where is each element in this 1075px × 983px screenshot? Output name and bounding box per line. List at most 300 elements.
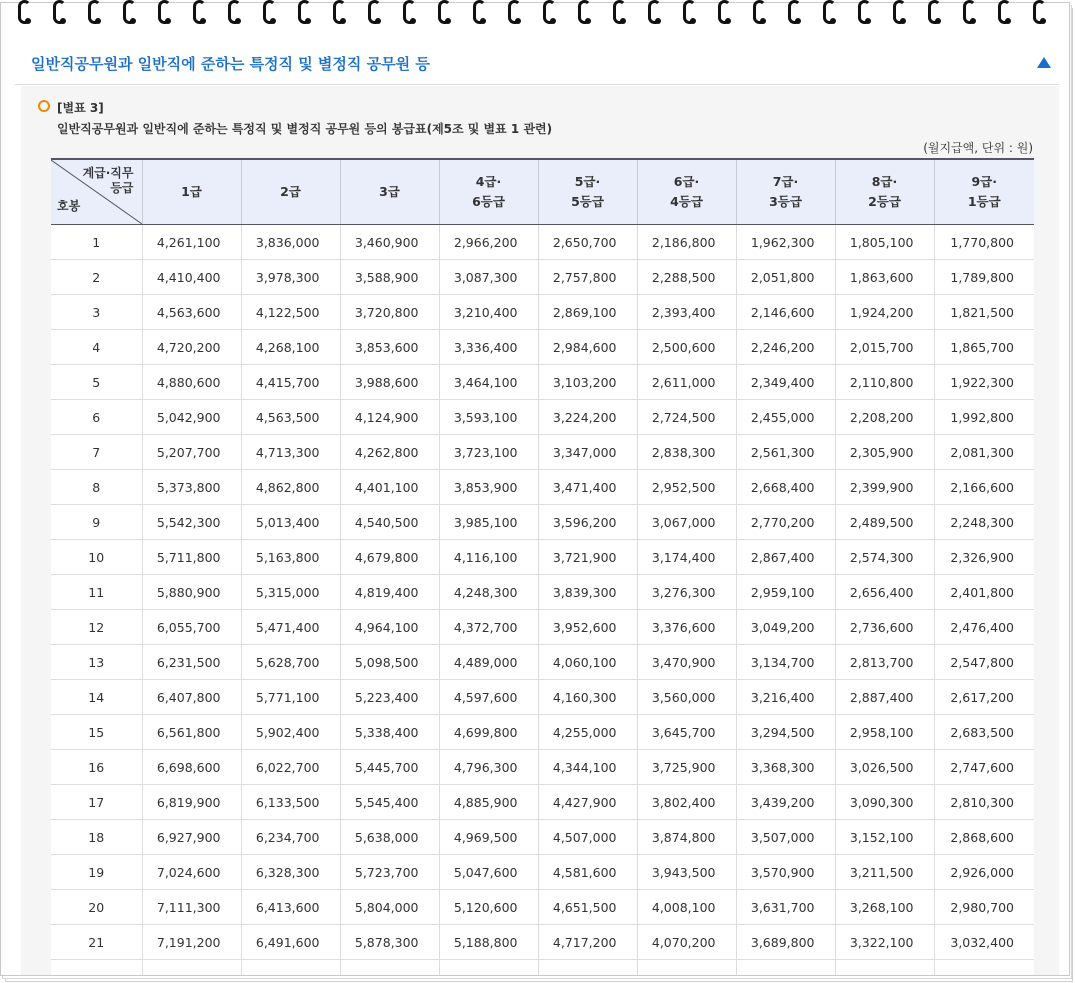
salary-cell	[637, 960, 736, 977]
step-cell: 13	[51, 645, 142, 680]
salary-cell	[340, 960, 439, 977]
salary-cell: 2,349,400	[736, 365, 835, 400]
column-header	[538, 159, 637, 225]
salary-cell: 5,338,400	[340, 715, 439, 750]
table-label-text: [별표 3]	[57, 101, 104, 115]
salary-cell: 2,869,100	[538, 295, 637, 330]
salary-cell: 3,049,200	[736, 610, 835, 645]
table-row	[51, 575, 1034, 610]
column-header-line: 2등급	[868, 194, 901, 209]
column-header	[934, 159, 1034, 225]
salary-cell: 2,952,500	[637, 470, 736, 505]
salary-cell: 3,560,000	[637, 680, 736, 715]
table-row	[51, 960, 1034, 977]
salary-cell: 4,713,300	[241, 435, 340, 470]
salary-cell: 1,770,800	[934, 225, 1034, 260]
salary-cell	[934, 960, 1034, 977]
step-cell: 11	[51, 575, 142, 610]
salary-cell: 4,796,300	[439, 750, 538, 785]
column-header-line: 1등급	[967, 194, 1001, 209]
salary-cell: 1,962,300	[736, 225, 835, 260]
salary-cell: 2,015,700	[835, 330, 934, 365]
column-header-line: 5급·	[574, 174, 601, 189]
salary-cell: 3,376,600	[637, 610, 736, 645]
salary-cell: 3,596,200	[538, 505, 637, 540]
binding-ring-icon	[193, 0, 206, 24]
salary-cell: 7,191,200	[142, 925, 241, 960]
salary-cell: 5,163,800	[241, 540, 340, 575]
table-row	[51, 925, 1034, 960]
salary-cell: 6,927,900	[142, 820, 241, 855]
column-header	[439, 159, 538, 225]
step-cell: 19	[51, 855, 142, 890]
salary-cell: 6,407,800	[142, 680, 241, 715]
step-cell: 12	[51, 610, 142, 645]
corner-step-label: 호봉	[57, 199, 81, 213]
table-row	[51, 225, 1034, 260]
salary-cell: 4,116,100	[439, 540, 538, 575]
column-header-line: 9급·	[971, 174, 998, 189]
salary-cell: 4,880,600	[142, 365, 241, 400]
corner-header-cell	[51, 159, 142, 225]
table-row	[51, 715, 1034, 750]
binding-ring-icon	[788, 0, 801, 24]
salary-cell: 3,988,600	[340, 365, 439, 400]
salary-cell: 1,821,500	[934, 295, 1034, 330]
salary-cell: 3,836,000	[241, 225, 340, 260]
salary-cell: 4,262,800	[340, 435, 439, 470]
step-cell: 18	[51, 820, 142, 855]
table-row	[51, 365, 1034, 400]
table-row	[51, 435, 1034, 470]
salary-cell: 2,611,000	[637, 365, 736, 400]
table-row	[51, 785, 1034, 820]
salary-cell	[538, 960, 637, 977]
salary-cell: 4,563,600	[142, 295, 241, 330]
binding-ring-icon	[578, 0, 591, 24]
salary-cell: 2,810,300	[934, 785, 1034, 820]
salary-cell: 3,471,400	[538, 470, 637, 505]
salary-cell: 4,581,600	[538, 855, 637, 890]
salary-cell: 6,133,500	[241, 785, 340, 820]
salary-cell: 3,853,600	[340, 330, 439, 365]
salary-cell: 4,124,900	[340, 400, 439, 435]
step-cell: 20	[51, 890, 142, 925]
binding-ring-icon	[508, 0, 521, 24]
binding-ring-icon	[648, 0, 661, 24]
salary-cell: 2,186,800	[637, 225, 736, 260]
table-row	[51, 750, 1034, 785]
salary-cell: 2,868,600	[934, 820, 1034, 855]
salary-cell: 3,347,000	[538, 435, 637, 470]
step-cell: 21	[51, 925, 142, 960]
salary-cell: 2,887,400	[835, 680, 934, 715]
binding-ring-icon	[18, 0, 31, 24]
salary-cell: 5,120,600	[439, 890, 538, 925]
salary-cell: 4,540,500	[340, 505, 439, 540]
binding-ring-icon	[823, 0, 836, 24]
salary-cell: 4,255,000	[538, 715, 637, 750]
salary-cell: 2,617,200	[934, 680, 1034, 715]
salary-cell: 3,985,100	[439, 505, 538, 540]
salary-cell: 5,880,900	[142, 575, 241, 610]
salary-cell: 6,819,900	[142, 785, 241, 820]
table-label	[57, 99, 104, 116]
step-cell: 15	[51, 715, 142, 750]
column-header	[340, 159, 439, 225]
binding-ring-icon	[158, 0, 171, 24]
table-row	[51, 260, 1034, 295]
salary-cell: 3,026,500	[835, 750, 934, 785]
salary-cell: 1,865,700	[934, 330, 1034, 365]
table-row	[51, 470, 1034, 505]
salary-cell: 3,103,200	[538, 365, 637, 400]
binding-ring-icon	[123, 0, 136, 24]
salary-cell: 4,969,500	[439, 820, 538, 855]
salary-cell: 2,547,800	[934, 645, 1034, 680]
salary-cell	[439, 960, 538, 977]
salary-cell: 2,401,800	[934, 575, 1034, 610]
salary-cell: 4,160,300	[538, 680, 637, 715]
salary-cell: 5,207,700	[142, 435, 241, 470]
binding-ring-icon	[753, 0, 766, 24]
salary-cell: 4,122,500	[241, 295, 340, 330]
column-header-line: 8급·	[871, 174, 898, 189]
column-header-line: 1급	[181, 184, 202, 199]
unit-note: (월지급액, 단위 : 원)	[923, 141, 1033, 155]
table-row	[51, 680, 1034, 715]
salary-cell: 5,711,800	[142, 540, 241, 575]
salary-cell: 3,507,000	[736, 820, 835, 855]
salary-cell: 4,489,000	[439, 645, 538, 680]
salary-cell: 3,087,300	[439, 260, 538, 295]
salary-cell: 2,208,200	[835, 400, 934, 435]
column-header	[835, 159, 934, 225]
salary-cell: 2,476,400	[934, 610, 1034, 645]
salary-cell: 2,248,300	[934, 505, 1034, 540]
column-header-line: 6등급	[472, 194, 505, 209]
table-row	[51, 400, 1034, 435]
salary-cell: 2,500,600	[637, 330, 736, 365]
salary-cell: 2,393,400	[637, 295, 736, 330]
salary-cell: 2,724,500	[637, 400, 736, 435]
salary-cell	[736, 960, 835, 977]
salary-cell: 3,978,300	[241, 260, 340, 295]
salary-cell: 2,246,200	[736, 330, 835, 365]
binding-ring-icon	[858, 0, 871, 24]
salary-cell: 5,047,600	[439, 855, 538, 890]
salary-cell: 6,491,600	[241, 925, 340, 960]
salary-cell: 2,867,400	[736, 540, 835, 575]
binding-ring-icon	[613, 0, 626, 24]
column-header-line: 2급	[280, 184, 301, 199]
table-header-row	[51, 159, 1034, 225]
salary-cell: 3,216,400	[736, 680, 835, 715]
salary-cell: 3,152,100	[835, 820, 934, 855]
step-cell: 3	[51, 295, 142, 330]
salary-cell	[241, 960, 340, 977]
column-header	[736, 159, 835, 225]
binding-ring-icon	[1033, 0, 1046, 24]
salary-cell: 3,723,100	[439, 435, 538, 470]
salary-cell: 3,210,400	[439, 295, 538, 330]
section-header[interactable]	[15, 41, 1059, 85]
salary-cell: 3,090,300	[835, 785, 934, 820]
column-header-line: 5등급	[571, 194, 604, 209]
binding-ring-icon	[718, 0, 731, 24]
salary-cell: 2,574,300	[835, 540, 934, 575]
salary-cell: 3,570,900	[736, 855, 835, 890]
content-panel	[21, 86, 1059, 975]
salary-cell: 4,415,700	[241, 365, 340, 400]
salary-cell: 2,838,300	[637, 435, 736, 470]
salary-cell: 3,067,000	[637, 505, 736, 540]
salary-cell: 2,081,300	[934, 435, 1034, 470]
salary-cell: 3,839,300	[538, 575, 637, 610]
salary-cell: 6,561,800	[142, 715, 241, 750]
salary-cell: 2,110,800	[835, 365, 934, 400]
corner-grade-line1: 계급·직무	[82, 166, 134, 180]
salary-cell: 1,789,800	[934, 260, 1034, 295]
salary-cell: 6,413,600	[241, 890, 340, 925]
binding-ring-icon	[928, 0, 941, 24]
salary-cell: 2,980,700	[934, 890, 1034, 925]
binding-ring-icon	[53, 0, 66, 24]
salary-cell: 5,471,400	[241, 610, 340, 645]
step-cell: 1	[51, 225, 142, 260]
table-row	[51, 330, 1034, 365]
salary-cell: 3,689,800	[736, 925, 835, 960]
table-caption: 일반직공무원과 일반직에 준하는 특정직 및 별정직 공무원 등의 봉급표(제5조 및 별표 1 관련)	[57, 122, 553, 136]
salary-cell: 2,561,300	[736, 435, 835, 470]
salary-cell: 3,874,800	[637, 820, 736, 855]
salary-cell: 4,344,100	[538, 750, 637, 785]
salary-cell: 3,460,900	[340, 225, 439, 260]
table-row	[51, 820, 1034, 855]
salary-cell: 2,489,500	[835, 505, 934, 540]
table-body	[51, 225, 1034, 977]
table-row	[51, 890, 1034, 925]
salary-cell: 4,248,300	[439, 575, 538, 610]
salary-cell: 1,992,800	[934, 400, 1034, 435]
binding-ring-icon	[438, 0, 451, 24]
salary-cell: 5,804,000	[340, 890, 439, 925]
salary-cell: 6,022,700	[241, 750, 340, 785]
binding-ring-icon	[298, 0, 311, 24]
salary-cell: 2,326,900	[934, 540, 1034, 575]
salary-cell: 3,593,100	[439, 400, 538, 435]
salary-cell: 3,032,400	[934, 925, 1034, 960]
column-header-line: 4등급	[670, 194, 703, 209]
step-cell: 14	[51, 680, 142, 715]
salary-cell	[142, 960, 241, 977]
salary-cell: 1,863,600	[835, 260, 934, 295]
salary-cell: 2,683,500	[934, 715, 1034, 750]
salary-cell: 5,188,800	[439, 925, 538, 960]
salary-cell: 2,455,000	[736, 400, 835, 435]
step-cell: 8	[51, 470, 142, 505]
salary-cell: 3,720,800	[340, 295, 439, 330]
collapse-triangle-icon[interactable]	[1037, 57, 1051, 68]
salary-cell: 4,819,400	[340, 575, 439, 610]
salary-cell: 3,802,400	[637, 785, 736, 820]
salary-cell: 3,470,900	[637, 645, 736, 680]
salary-cell: 5,902,400	[241, 715, 340, 750]
salary-cell: 2,736,600	[835, 610, 934, 645]
salary-cell: 3,721,900	[538, 540, 637, 575]
binding-ring-icon	[893, 0, 906, 24]
corner-grade-label	[83, 166, 134, 196]
salary-cell: 4,070,200	[637, 925, 736, 960]
salary-cell: 2,757,800	[538, 260, 637, 295]
salary-cell: 3,294,500	[736, 715, 835, 750]
step-cell: 7	[51, 435, 142, 470]
step-cell: 17	[51, 785, 142, 820]
salary-cell: 3,276,300	[637, 575, 736, 610]
table-row	[51, 295, 1034, 330]
column-header-line: 7급·	[772, 174, 799, 189]
salary-cell: 5,723,700	[340, 855, 439, 890]
salary-cell: 1,922,300	[934, 365, 1034, 400]
salary-cell: 5,098,500	[340, 645, 439, 680]
salary-cell: 3,211,500	[835, 855, 934, 890]
salary-cell: 2,166,600	[934, 470, 1034, 505]
salary-cell: 2,656,400	[835, 575, 934, 610]
salary-cell: 4,261,100	[142, 225, 241, 260]
salary-cell: 6,231,500	[142, 645, 241, 680]
salary-cell: 5,013,400	[241, 505, 340, 540]
salary-cell: 5,771,100	[241, 680, 340, 715]
table-row	[51, 540, 1034, 575]
step-cell: 4	[51, 330, 142, 365]
salary-cell: 2,966,200	[439, 225, 538, 260]
salary-cell: 2,051,800	[736, 260, 835, 295]
salary-cell: 3,952,600	[538, 610, 637, 645]
salary-cell: 4,008,100	[637, 890, 736, 925]
salary-cell: 3,336,400	[439, 330, 538, 365]
salary-cell: 3,368,300	[736, 750, 835, 785]
salary-cell: 4,268,100	[241, 330, 340, 365]
salary-cell: 5,545,400	[340, 785, 439, 820]
salary-cell: 1,924,200	[835, 295, 934, 330]
salary-cell: 4,651,500	[538, 890, 637, 925]
salary-cell: 2,305,900	[835, 435, 934, 470]
salary-cell: 4,964,100	[340, 610, 439, 645]
binding-ring-icon	[998, 0, 1011, 24]
salary-cell: 4,699,800	[439, 715, 538, 750]
salary-cell: 2,984,600	[538, 330, 637, 365]
circle-bullet-icon	[38, 100, 50, 112]
binding-ring-icon	[333, 0, 346, 24]
salary-cell: 4,720,200	[142, 330, 241, 365]
salary-cell: 3,464,100	[439, 365, 538, 400]
notebook-page	[0, 2, 1070, 976]
salary-cell: 3,853,900	[439, 470, 538, 505]
salary-cell: 2,288,500	[637, 260, 736, 295]
salary-cell: 2,813,700	[835, 645, 934, 680]
salary-cell: 4,410,400	[142, 260, 241, 295]
binding-ring-icon	[683, 0, 696, 24]
salary-cell: 3,439,200	[736, 785, 835, 820]
table-row	[51, 505, 1034, 540]
column-header	[241, 159, 340, 225]
salary-cell: 5,315,000	[241, 575, 340, 610]
table-row	[51, 855, 1034, 890]
column-header-line: 3등급	[769, 194, 802, 209]
salary-table	[51, 158, 1034, 976]
salary-cell: 2,399,900	[835, 470, 934, 505]
salary-cell: 2,668,400	[736, 470, 835, 505]
salary-cell: 3,645,700	[637, 715, 736, 750]
section-title: 일반직공무원과 일반직에 준하는 특정직 및 별정직 공무원 등	[31, 55, 430, 73]
salary-cell: 3,174,400	[637, 540, 736, 575]
binding-ring-icon	[963, 0, 976, 24]
salary-cell: 2,959,100	[736, 575, 835, 610]
table-row	[51, 610, 1034, 645]
binding-ring-icon	[473, 0, 486, 24]
salary-cell: 5,542,300	[142, 505, 241, 540]
salary-cell: 2,958,100	[835, 715, 934, 750]
table-row	[51, 645, 1034, 680]
binding-ring-icon	[543, 0, 556, 24]
step-cell: 10	[51, 540, 142, 575]
step-cell: 5	[51, 365, 142, 400]
salary-cell: 4,507,000	[538, 820, 637, 855]
salary-cell: 3,588,900	[340, 260, 439, 295]
salary-cell: 6,055,700	[142, 610, 241, 645]
column-header-line: 3급	[379, 184, 400, 199]
step-cell: 9	[51, 505, 142, 540]
salary-cell: 4,717,200	[538, 925, 637, 960]
salary-cell: 2,650,700	[538, 225, 637, 260]
salary-cell: 5,373,800	[142, 470, 241, 505]
salary-cell: 3,725,900	[637, 750, 736, 785]
step-cell	[51, 960, 142, 977]
salary-cell: 4,401,100	[340, 470, 439, 505]
salary-cell: 3,943,500	[637, 855, 736, 890]
salary-cell: 4,597,600	[439, 680, 538, 715]
salary-cell: 5,223,400	[340, 680, 439, 715]
salary-cell: 3,134,700	[736, 645, 835, 680]
salary-cell: 2,146,600	[736, 295, 835, 330]
column-header	[637, 159, 736, 225]
salary-cell: 6,328,300	[241, 855, 340, 890]
salary-cell: 5,878,300	[340, 925, 439, 960]
salary-cell: 6,234,700	[241, 820, 340, 855]
salary-cell	[835, 960, 934, 977]
column-header	[142, 159, 241, 225]
salary-cell: 5,445,700	[340, 750, 439, 785]
binding-ring-icon	[228, 0, 241, 24]
salary-cell: 6,698,600	[142, 750, 241, 785]
binding-ring-icon	[88, 0, 101, 24]
column-header-line: 6급·	[673, 174, 700, 189]
notebook-binding-rings	[0, 0, 1075, 34]
salary-cell: 2,747,600	[934, 750, 1034, 785]
binding-ring-icon	[368, 0, 381, 24]
step-cell: 2	[51, 260, 142, 295]
salary-cell: 5,638,000	[340, 820, 439, 855]
salary-cell: 3,224,200	[538, 400, 637, 435]
salary-cell: 4,060,100	[538, 645, 637, 680]
salary-cell: 1,805,100	[835, 225, 934, 260]
binding-ring-icon	[263, 0, 276, 24]
salary-cell: 3,322,100	[835, 925, 934, 960]
salary-cell: 7,024,600	[142, 855, 241, 890]
salary-cell: 4,563,500	[241, 400, 340, 435]
salary-cell: 5,042,900	[142, 400, 241, 435]
step-cell: 6	[51, 400, 142, 435]
